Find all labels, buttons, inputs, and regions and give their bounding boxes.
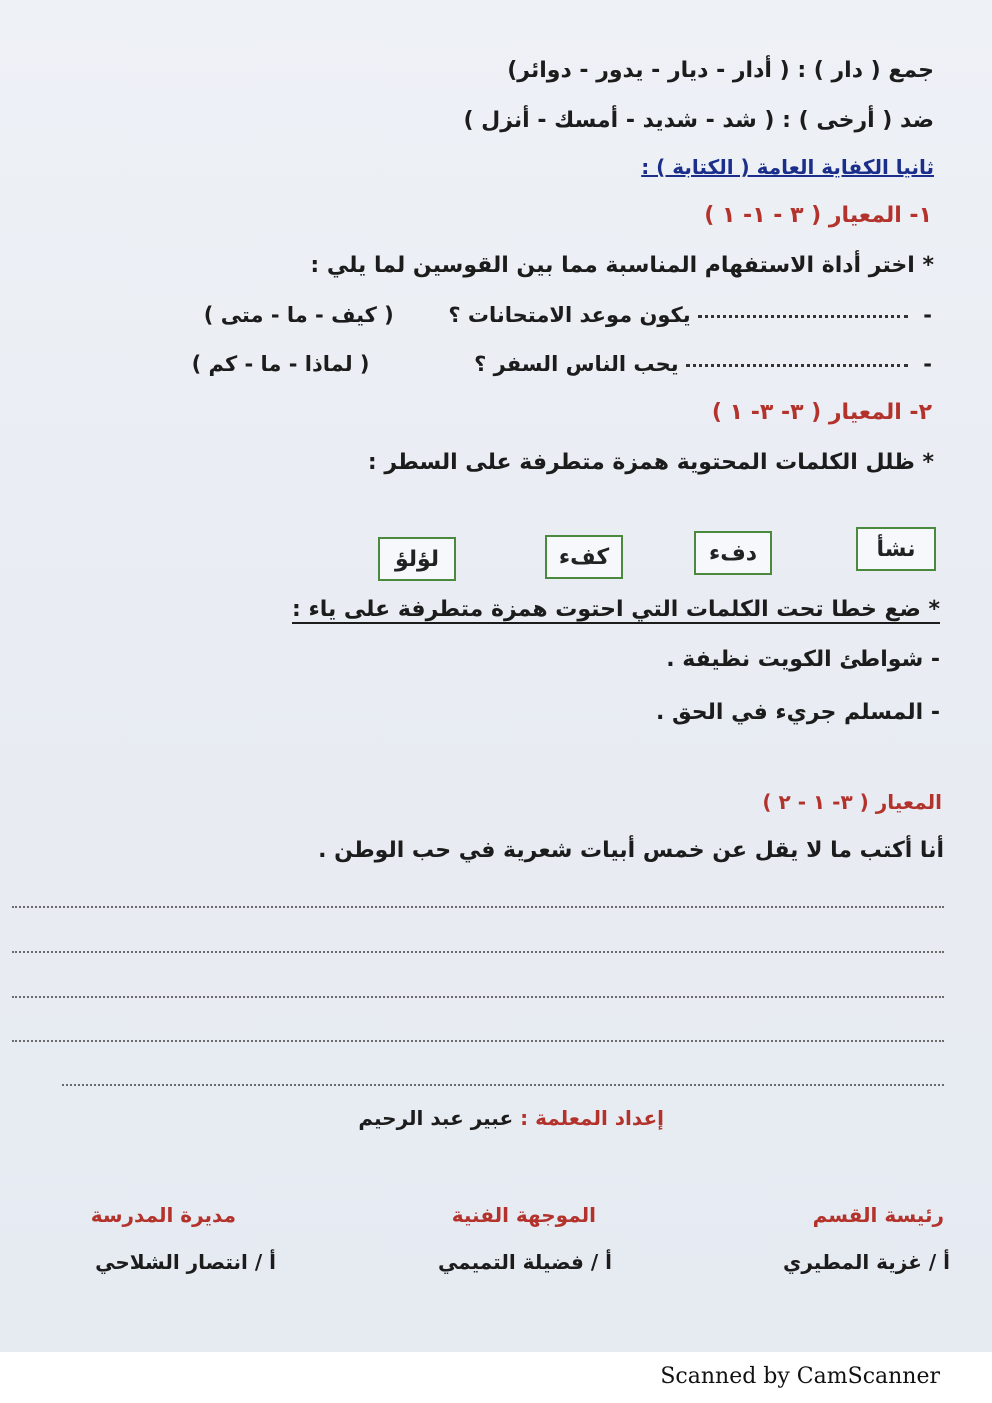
question-row: [204, 303, 932, 327]
question-options: ( لماذا - ما - كم ): [191, 352, 370, 376]
scanner-watermark: Scanned by CamScanner: [660, 1364, 940, 1389]
signature-name: أ / غزية المطيري: [783, 1250, 950, 1274]
criterion3-title: المعيار ( ٣- ١ - ٢ ): [762, 790, 942, 814]
word-box[interactable]: دفء: [694, 531, 772, 575]
section-title: ثانيا الكفاية العامة ( الكتابة ) :: [641, 155, 934, 179]
signature-name: أ / انتصار الشلاحي: [95, 1250, 276, 1274]
criterion2-title: ٢- المعيار ( ٣- ٣- ١ ): [711, 400, 932, 425]
signature-role: الموجهة الفنية: [451, 1203, 596, 1227]
plural-line: [507, 58, 934, 83]
prepared-by: [358, 1106, 664, 1130]
word-box[interactable]: نشأ: [856, 527, 936, 571]
sentence-item[interactable]: - المسلم جريء في الحق .: [655, 700, 940, 725]
sentence-item[interactable]: - شواطئ الكويت نظيفة .: [666, 647, 940, 672]
question-dash: -: [923, 352, 932, 376]
question-text: يكون موعد الامتحانات ؟: [448, 303, 691, 327]
criterion3-instruction: أنا أكتب ما لا يقل عن خمس أبيات شعرية في حب الوطن .: [318, 838, 944, 863]
writing-line[interactable]: [12, 906, 944, 908]
word-box[interactable]: لؤلؤ: [378, 537, 456, 581]
plural-label: جمع ( دار ) :: [797, 58, 934, 83]
criterion1-title: ١- المعيار ( ٣ - ١- ١ ): [704, 203, 932, 228]
writing-line[interactable]: [12, 1040, 944, 1042]
word-box[interactable]: كفء: [545, 535, 623, 579]
criterion2-instruction: * ظلل الكلمات المحتوية همزة متطرفة على السطر :: [367, 450, 934, 475]
writing-line[interactable]: [12, 996, 944, 998]
criterion1-instruction: * اختر أداة الاستفهام المناسبة مما بين القوسين لما يلي :: [310, 253, 934, 278]
opposite-options: ( شد - شديد - أمسك - أنزل ): [463, 108, 775, 133]
signature-role: مديرة المدرسة: [90, 1203, 236, 1227]
criterion2-instruction2: * ضع خطا تحت الكلمات التي احتوت همزة متطرفة على ياء :: [292, 597, 940, 622]
signature-name: أ / فضيلة التميمي: [437, 1250, 612, 1274]
answer-blank[interactable]: [698, 315, 908, 318]
signature-role: رئيسة القسم: [812, 1203, 944, 1227]
opposite-line: [463, 108, 934, 133]
question-options: ( كيف - ما - متى ): [203, 303, 394, 327]
question-dash: -: [923, 303, 932, 327]
opposite-label: ضد ( أرخى ) :: [782, 108, 934, 133]
writing-line[interactable]: [12, 951, 944, 953]
writing-line[interactable]: [62, 1084, 944, 1086]
question-row: [192, 352, 932, 376]
prepared-by-name: عبير عبد الرحيم: [358, 1106, 514, 1130]
prepared-by-label: إعداد المعلمة :: [520, 1106, 664, 1130]
plural-options: ( أدار - ديار - يدور - دوائر): [507, 58, 790, 83]
question-text: يحب الناس السفر ؟: [474, 352, 679, 376]
answer-blank[interactable]: [686, 364, 908, 367]
